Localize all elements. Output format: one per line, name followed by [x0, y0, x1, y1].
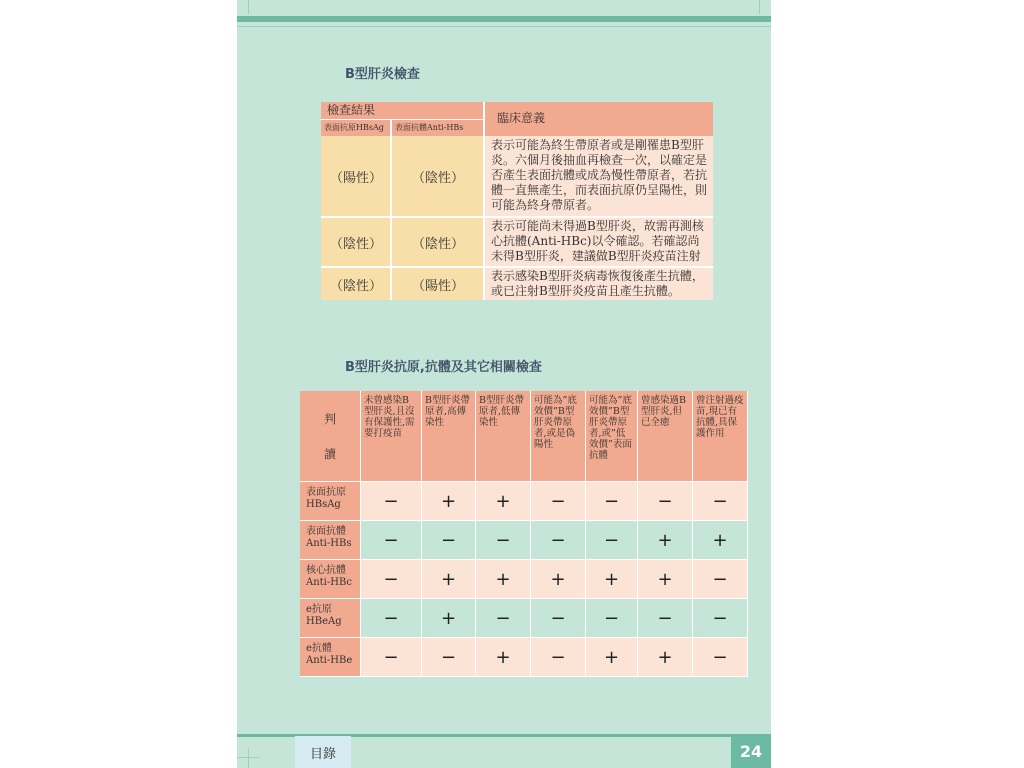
column-header-1: 未曾感染B型肝炎,且沒有保護性,需要打疫苗 [361, 391, 422, 482]
judge-label-2: 讀 [323, 447, 336, 461]
result-cell: + [693, 521, 748, 560]
judge-header [300, 391, 361, 482]
header-result: 檢查結果 [327, 103, 376, 117]
antigen-antibody-table [300, 391, 748, 677]
header-anti-hbs: 表面抗體Anti-HBs [395, 123, 464, 132]
result-cell: − [693, 482, 748, 521]
column-divider [483, 102, 485, 300]
result-cell: − [531, 482, 586, 521]
result-cell: + [638, 521, 693, 560]
crop-mark [237, 757, 259, 758]
section-title-antigen-antibody: B型肝炎抗原,抗體及其它相關檢查 [345, 360, 542, 375]
row-label-code: HBsAg [306, 499, 341, 510]
row3-anti-hbs: （陽性） [391, 268, 485, 300]
result-cell: + [586, 638, 638, 677]
result-cell: + [422, 599, 476, 638]
header-clinical-meaning: 臨床意義 [485, 102, 713, 136]
result-cell: − [476, 521, 531, 560]
row-label [300, 482, 361, 521]
row3-meaning: 表示感染B型肝炎病毒恢復後產生抗體，或已注射B型肝炎疫苗且產生抗體。 [485, 268, 713, 300]
crop-mark [759, 0, 760, 14]
row3-hbsag: （陰性） [321, 268, 391, 300]
top-rule-thin [237, 26, 771, 27]
crop-mark [248, 0, 249, 14]
result-cell: − [586, 599, 638, 638]
hbv-test-table [321, 102, 713, 300]
result-cell: − [531, 599, 586, 638]
document-page [237, 0, 771, 768]
row1-meaning: 表示可能為終生帶原者或是剛罹患B型肝炎。六個月後抽血再檢查一次，以確定是否產生表面抗體或成為慢性帶原者，若抗體一直無產生，而表面抗原仍呈陽性，則可能為終身帶原者。 [485, 136, 713, 216]
result-cell: − [422, 521, 476, 560]
result-cell: + [638, 638, 693, 677]
row-label-name: 表面抗原 [306, 487, 346, 498]
column-header-3: B型肝炎帶原者,低傳染性 [476, 391, 531, 482]
result-cell: + [586, 560, 638, 599]
column-divider [390, 120, 392, 300]
row-divider [321, 266, 713, 268]
row-label [300, 599, 361, 638]
column-header-2: B型肝炎帶原者,高傳染性 [422, 391, 476, 482]
result-cell: − [361, 638, 422, 677]
row-label [300, 560, 361, 599]
result-cell: + [476, 638, 531, 677]
row-label [300, 521, 361, 560]
result-cell: + [531, 560, 586, 599]
result-cell: − [693, 599, 748, 638]
result-cell: − [361, 521, 422, 560]
top-rule [237, 16, 771, 22]
result-cell: − [422, 638, 476, 677]
row-divider [321, 119, 483, 120]
header-hbsag: 表面抗原HBsAg [324, 123, 384, 132]
result-cell: − [361, 560, 422, 599]
result-cell: − [586, 482, 638, 521]
column-header-5: 可能為”底效價”B型肝炎帶原者,或”低效價”表面抗體 [586, 391, 638, 482]
row-divider [321, 216, 713, 218]
result-cell: − [693, 638, 748, 677]
section-title-hepatitis-b-test: B型肝炎檢查 [345, 67, 420, 82]
result-cell: − [693, 560, 748, 599]
column-header-4: 可能為”底效價”B型肝炎帶原者,或是偽陽性 [531, 391, 586, 482]
row2-meaning: 表示可能尚未得過B型肝炎，故需再測核心抗體(Anti-HBc)以令確認。若確認尚未得B型肝炎，建議做B型肝炎疫苗注射 [485, 218, 713, 266]
row-label-name: 表面抗體 [306, 526, 346, 537]
column-header-6: 曾感染過B型肝炎,但已全癒 [638, 391, 693, 482]
row-label-code: Anti-HBs [306, 538, 352, 549]
row-label-code: HBeAg [306, 616, 342, 627]
column-header-7: 曾注射過疫苗,現已有抗體,具保護作用 [693, 391, 748, 482]
result-cell: + [422, 482, 476, 521]
judge-label-1: 判 [323, 412, 336, 426]
result-cell: − [361, 482, 422, 521]
result-cell: − [638, 482, 693, 521]
result-cell: + [422, 560, 476, 599]
result-cell: − [586, 521, 638, 560]
result-cell: + [476, 560, 531, 599]
row-label-code: Anti-HBe [306, 655, 353, 666]
crop-mark [248, 748, 249, 768]
row-label-name: e抗原 [306, 604, 332, 615]
result-cell: − [638, 599, 693, 638]
result-cell: − [531, 638, 586, 677]
row2-hbsag: （陰性） [321, 218, 391, 266]
result-cell: − [361, 599, 422, 638]
result-cell: + [476, 482, 531, 521]
row1-anti-hbs: （陰性） [391, 136, 485, 216]
page-number: 24 [731, 734, 771, 768]
row-label-code: Anti-HBc [306, 577, 352, 588]
result-cell: + [638, 560, 693, 599]
result-cell: − [476, 599, 531, 638]
row2-anti-hbs: （陰性） [391, 218, 485, 266]
row-label-name: 核心抗體 [306, 565, 346, 576]
row-label [300, 638, 361, 677]
row1-hbsag: （陽性） [321, 136, 391, 216]
toc-link[interactable]: 目錄 [295, 736, 351, 768]
row-label-name: e抗體 [306, 643, 332, 654]
result-cell: − [531, 521, 586, 560]
